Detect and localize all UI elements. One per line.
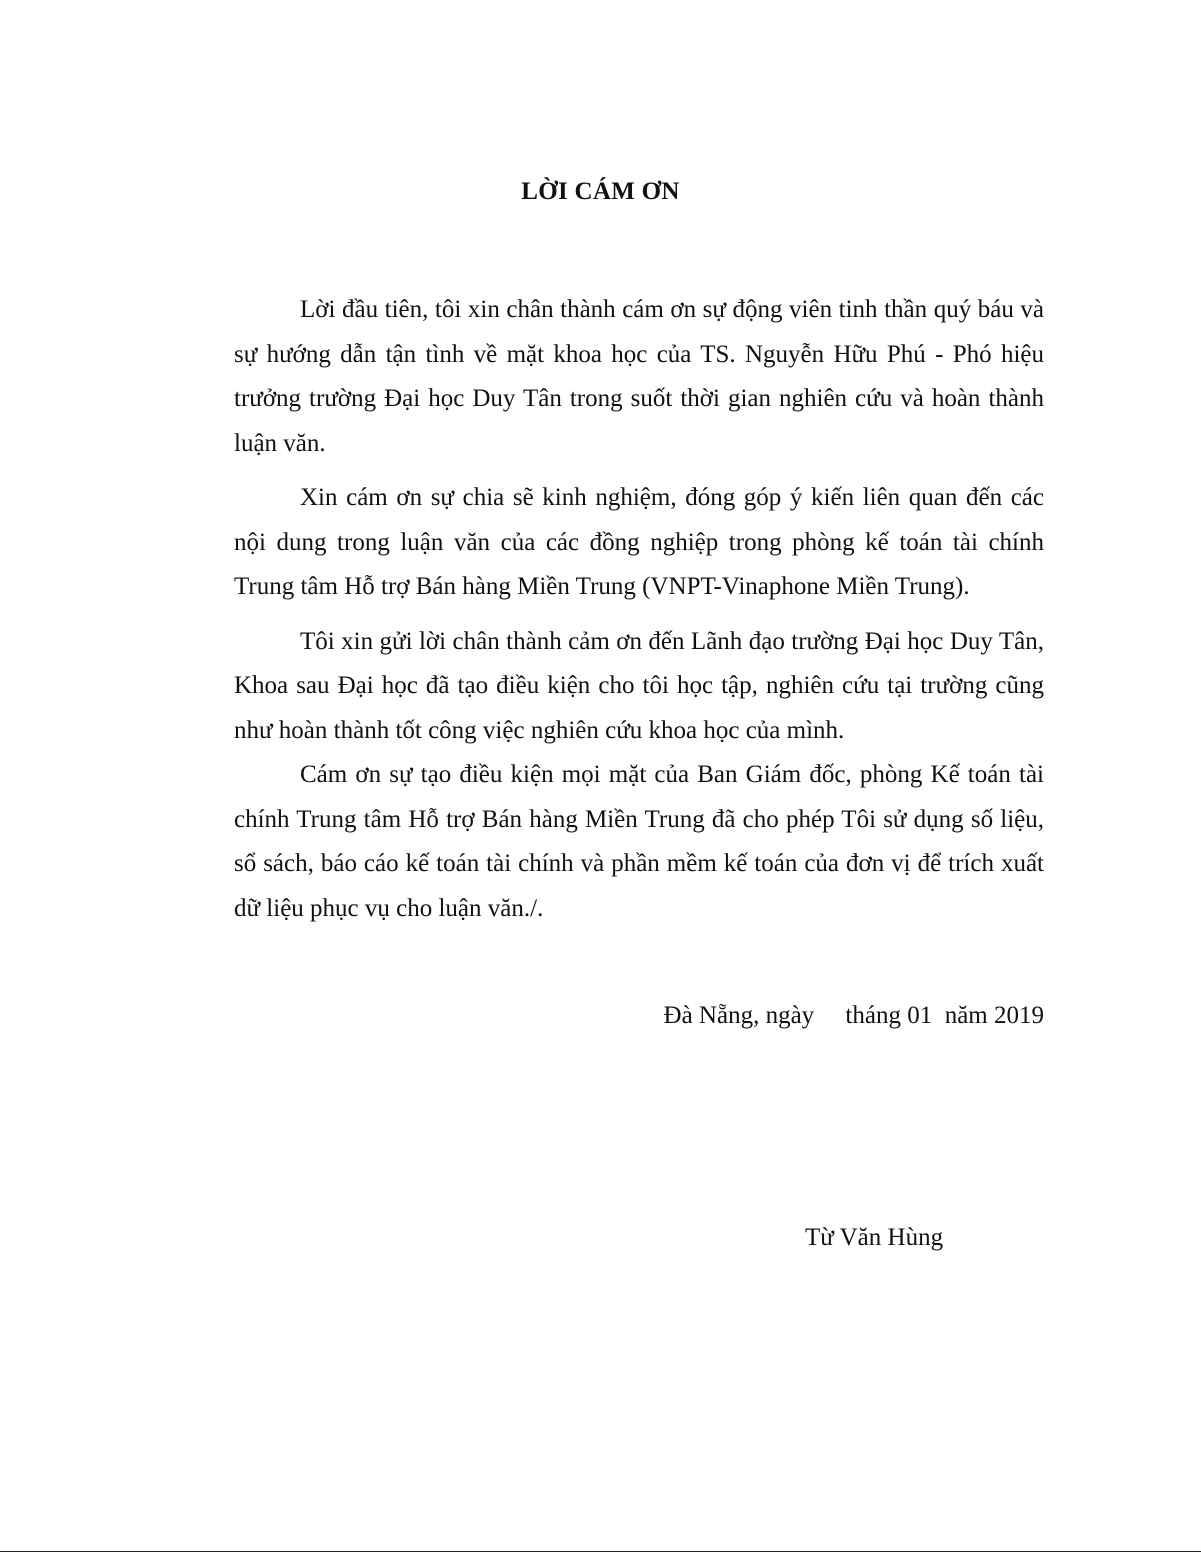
signer-name: Từ Văn Hùng	[805, 1224, 944, 1251]
paragraph-3: Tôi xin gửi lời chân thành cảm ơn đến Lãnh đạo trường Đại học Duy Tân, Khoa sau Đại học đã tạo điều kiện cho tôi học tập, nghiên cứu tại trường cũng như hoàn thành tốt công việc nghiên cứu khoa học của mình.	[234, 627, 1044, 744]
document-body	[234, 288, 1044, 931]
paragraph-2: Xin cám ơn sự chia sẽ kinh nghiệm, đóng góp ý kiến liên quan đến các nội dung trong luận văn của các đồng nghiệp trong phòng kế toán tài chính Trung tâm Hỗ trợ Bán hàng Miền Trung (VNPT-Vinaphone Miền Trung).	[234, 484, 1044, 600]
paragraph-4: Cám ơn sự tạo điều kiện mọi mặt của Ban Giám đốc, phòng Kế toán tài chính Trung tâm Hỗ trợ Bán hàng Miền Trung đã cho phép Tôi sử dụng số liệu, sổ sách, báo cáo kế toán tài chính và phần mềm kế toán của đơn vị để trích xuất dữ liệu phục vụ cho luận văn./.	[234, 761, 1044, 922]
paragraph-1: Lời đầu tiên, tôi xin chân thành cám ơn sự động viên tinh thần quý báu và sự hướng dẫn tận tình về mặt khoa học của TS. Nguyễn Hữu Phú - Phó hiệu trưởng trường Đại học Duy Tân trong suốt thời gian nghiên cứu và hoàn thành luận văn.	[234, 296, 1044, 457]
page-bottom-edge	[0, 1551, 1201, 1552]
page-title: LỜI CÁM ƠN	[521, 178, 680, 205]
date-line: Đà Nẵng, ngày tháng 01 năm 2019	[663, 1002, 1044, 1029]
